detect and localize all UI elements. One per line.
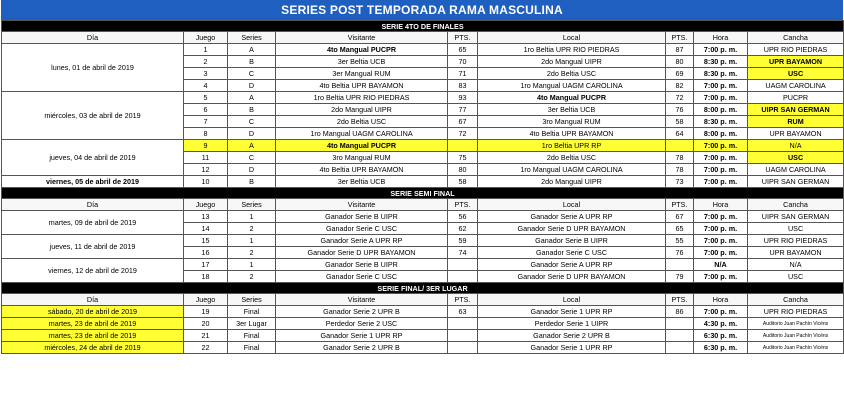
series-cell: B: [228, 104, 276, 116]
visitor-team: Ganador Serie B UIPR: [276, 259, 448, 271]
table-row: [2, 318, 844, 330]
court-cell: Auditorio Juan Pachín Vicéns: [748, 342, 844, 354]
visitor-points: 58: [448, 176, 478, 188]
home-team: Ganador Serie 1 UPR RP: [478, 342, 666, 354]
visitor-team: 2do Mangual UIPR: [276, 104, 448, 116]
home-team: Ganador Serie A UPR RP: [478, 259, 666, 271]
visitor-points: 62: [448, 223, 478, 235]
table-row: [2, 92, 844, 104]
visitor-points: 75: [448, 152, 478, 164]
game-number: 6: [184, 104, 228, 116]
court-cell: UPR BAYAMON: [748, 56, 844, 68]
section-header: [2, 283, 844, 294]
court-cell: USC: [748, 223, 844, 235]
game-time: 8:30 p. m.: [694, 116, 748, 128]
game-time: N/A: [694, 259, 748, 271]
schedule-table: [1, 20, 844, 354]
home-points: 72: [666, 92, 694, 104]
game-time: 6:30 p. m.: [694, 330, 748, 342]
series-cell: B: [228, 56, 276, 68]
home-points: 86: [666, 306, 694, 318]
visitor-points: [448, 140, 478, 152]
table-row: [2, 330, 844, 342]
series-cell: 1: [228, 235, 276, 247]
visitor-team: Ganador Serie D UPR BAYAMON: [276, 247, 448, 259]
column-header: Hora: [694, 199, 748, 211]
home-team: Ganador Serie 2 UPR B: [478, 330, 666, 342]
column-header: Visitante: [276, 32, 448, 44]
column-header: Día: [2, 199, 184, 211]
series-cell: D: [228, 164, 276, 176]
section-header: [2, 21, 844, 32]
table-row: [2, 259, 844, 271]
visitor-team: 3er Beltia UCB: [276, 176, 448, 188]
column-header: PTS.: [666, 199, 694, 211]
column-header: Hora: [694, 294, 748, 306]
home-points: 82: [666, 80, 694, 92]
home-team: Ganador Serie D UPR BAYAMON: [478, 223, 666, 235]
section-title: SERIE FINAL/ 3ER LUGAR: [2, 283, 844, 294]
home-points: [666, 330, 694, 342]
home-team: Perdedor Serie 1 UIPR: [478, 318, 666, 330]
court-cell: USC: [748, 68, 844, 80]
home-points: 55: [666, 235, 694, 247]
home-team: 2do Beltia USC: [478, 152, 666, 164]
section-title: SERIE 4TO DE FINALES: [2, 21, 844, 32]
visitor-points: 71: [448, 68, 478, 80]
visitor-team: Ganador Serie C USC: [276, 271, 448, 283]
court-cell: Auditorio Juan Pachín Vicéns: [748, 318, 844, 330]
game-number: 1: [184, 44, 228, 56]
game-time: 7:00 p. m.: [694, 235, 748, 247]
game-time: 6:30 p. m.: [694, 342, 748, 354]
column-header: Cancha: [748, 32, 844, 44]
visitor-team: 4to Mangual PUCPR: [276, 44, 448, 56]
visitor-team: Ganador Serie C USC: [276, 223, 448, 235]
home-points: 80: [666, 56, 694, 68]
court-cell: PUCPR: [748, 92, 844, 104]
game-time: 7:00 p. m.: [694, 247, 748, 259]
visitor-points: 72: [448, 128, 478, 140]
series-cell: D: [228, 128, 276, 140]
series-cell: Final: [228, 330, 276, 342]
game-number: 10: [184, 176, 228, 188]
court-cell: UIPR SAN GERMAN: [748, 211, 844, 223]
home-team: 3er Beltia UCB: [478, 104, 666, 116]
visitor-team: 1ro Beltia UPR RIO PIEDRAS: [276, 92, 448, 104]
series-cell: B: [228, 176, 276, 188]
game-time: 7:00 p. m.: [694, 164, 748, 176]
day-cell: jueves, 11 de abril de 2019: [2, 235, 184, 259]
visitor-points: 74: [448, 247, 478, 259]
home-points: 64: [666, 128, 694, 140]
day-cell: martes, 23 de abril de 2019: [2, 318, 184, 330]
visitor-team: Ganador Serie 1 UPR RP: [276, 330, 448, 342]
series-cell: C: [228, 68, 276, 80]
schedule-sheet: [1, 0, 843, 354]
column-header: Visitante: [276, 294, 448, 306]
game-time: 7:00 p. m.: [694, 306, 748, 318]
game-number: 2: [184, 56, 228, 68]
home-team: 3ro Mangual RUM: [478, 116, 666, 128]
day-cell: martes, 09 de abril de 2019: [2, 211, 184, 235]
court-cell: RUM: [748, 116, 844, 128]
home-team: 1ro Mangual UAGM CAROLINA: [478, 80, 666, 92]
table-row: [2, 176, 844, 188]
visitor-team: 4to Beltia UPR BAYAMON: [276, 164, 448, 176]
series-cell: 2: [228, 271, 276, 283]
home-team: Ganador Serie 1 UPR RP: [478, 306, 666, 318]
visitor-points: 80: [448, 164, 478, 176]
column-header: PTS.: [666, 32, 694, 44]
court-cell: N/A: [748, 140, 844, 152]
court-cell: UPR BAYAMON: [748, 247, 844, 259]
visitor-points: 65: [448, 44, 478, 56]
home-points: 67: [666, 211, 694, 223]
home-points: 73: [666, 176, 694, 188]
home-team: 1ro Mangual UAGM CAROLINA: [478, 164, 666, 176]
series-cell: A: [228, 44, 276, 56]
page-title: SERIES POST TEMPORADA RAMA MASCULINA: [1, 0, 843, 20]
home-points: 87: [666, 44, 694, 56]
series-cell: 2: [228, 223, 276, 235]
column-header: Visitante: [276, 199, 448, 211]
game-number: 18: [184, 271, 228, 283]
column-header: PTS.: [448, 32, 478, 44]
visitor-points: 67: [448, 116, 478, 128]
home-team: 4to Mangual PUCPR: [478, 92, 666, 104]
table-row: [2, 44, 844, 56]
visitor-team: 4to Mangual PUCPR: [276, 140, 448, 152]
game-time: 7:00 p. m.: [694, 271, 748, 283]
game-time: 7:00 p. m.: [694, 80, 748, 92]
column-header: PTS.: [666, 294, 694, 306]
day-cell: miércoles, 24 de abril de 2019: [2, 342, 184, 354]
series-cell: 1: [228, 211, 276, 223]
visitor-team: Perdedor Serie 2 USC: [276, 318, 448, 330]
court-cell: Auditorio Juan Pachín Vicéns: [748, 330, 844, 342]
visitor-points: 63: [448, 306, 478, 318]
column-header: Juego: [184, 294, 228, 306]
visitor-team: 1ro Mangual UAGM CAROLINA: [276, 128, 448, 140]
column-header: Series: [228, 199, 276, 211]
visitor-points: 93: [448, 92, 478, 104]
game-time: 8:00 p. m.: [694, 104, 748, 116]
home-team: Ganador Serie A UPR RP: [478, 211, 666, 223]
game-time: 7:00 p. m.: [694, 223, 748, 235]
game-number: 4: [184, 80, 228, 92]
day-cell: jueves, 04 de abril de 2019: [2, 140, 184, 176]
visitor-points: [448, 342, 478, 354]
game-number: 13: [184, 211, 228, 223]
game-time: 8:00 p. m.: [694, 128, 748, 140]
column-header: Juego: [184, 32, 228, 44]
home-team: 4to Beltia UPR BAYAMON: [478, 128, 666, 140]
game-time: 7:00 p. m.: [694, 152, 748, 164]
series-cell: C: [228, 116, 276, 128]
home-points: 79: [666, 271, 694, 283]
home-team: Ganador Serie D UPR BAYAMON: [478, 271, 666, 283]
schedule-body: [2, 21, 844, 354]
home-team: 2do Mangual UIPR: [478, 56, 666, 68]
game-number: 9: [184, 140, 228, 152]
visitor-points: [448, 330, 478, 342]
game-number: 8: [184, 128, 228, 140]
home-points: 76: [666, 247, 694, 259]
home-team: Ganador Serie C USC: [478, 247, 666, 259]
game-number: 20: [184, 318, 228, 330]
column-header: Día: [2, 32, 184, 44]
series-cell: 3er Lugar: [228, 318, 276, 330]
column-header: Día: [2, 294, 184, 306]
game-number: 11: [184, 152, 228, 164]
game-time: 7:00 p. m.: [694, 176, 748, 188]
visitor-team: 4to Beltia UPR BAYAMON: [276, 80, 448, 92]
column-header: PTS.: [448, 294, 478, 306]
column-header: Juego: [184, 199, 228, 211]
column-header: Local: [478, 199, 666, 211]
visitor-points: 70: [448, 56, 478, 68]
game-time: 4:30 p. m.: [694, 318, 748, 330]
column-header: PTS.: [448, 199, 478, 211]
series-cell: Final: [228, 306, 276, 318]
court-cell: UPR RIO PIEDRAS: [748, 235, 844, 247]
section-header: [2, 188, 844, 199]
visitor-points: [448, 318, 478, 330]
visitor-team: Ganador Serie A UPR RP: [276, 235, 448, 247]
home-points: [666, 342, 694, 354]
home-points: 78: [666, 164, 694, 176]
game-number: 15: [184, 235, 228, 247]
column-header-row: [2, 32, 844, 44]
home-points: 76: [666, 104, 694, 116]
home-points: 58: [666, 116, 694, 128]
column-header: Cancha: [748, 199, 844, 211]
home-points: 69: [666, 68, 694, 80]
game-number: 3: [184, 68, 228, 80]
visitor-points: 59: [448, 235, 478, 247]
series-cell: C: [228, 152, 276, 164]
visitor-points: [448, 259, 478, 271]
court-cell: UPR RIO PIEDRAS: [748, 44, 844, 56]
column-header: Hora: [694, 32, 748, 44]
column-header: Series: [228, 294, 276, 306]
visitor-team: Ganador Serie 2 UPR B: [276, 342, 448, 354]
game-time: 7:00 p. m.: [694, 92, 748, 104]
series-cell: A: [228, 92, 276, 104]
home-points: [666, 259, 694, 271]
game-number: 14: [184, 223, 228, 235]
day-cell: miércoles, 03 de abril de 2019: [2, 92, 184, 140]
visitor-team: 3er Beltia UCB: [276, 56, 448, 68]
game-number: 12: [184, 164, 228, 176]
table-row: [2, 140, 844, 152]
game-number: 5: [184, 92, 228, 104]
table-row: [2, 211, 844, 223]
column-header-row: [2, 199, 844, 211]
series-cell: Final: [228, 342, 276, 354]
day-cell: martes, 23 de abril de 2019: [2, 330, 184, 342]
series-cell: D: [228, 80, 276, 92]
day-cell: sábado, 20 de abril de 2019: [2, 306, 184, 318]
court-cell: UIPR SAN GERMAN: [748, 176, 844, 188]
game-number: 19: [184, 306, 228, 318]
visitor-team: Ganador Serie B UIPR: [276, 211, 448, 223]
visitor-team: Ganador Serie 2 UPR B: [276, 306, 448, 318]
court-cell: UPR BAYAMON: [748, 128, 844, 140]
column-header: Cancha: [748, 294, 844, 306]
home-points: [666, 318, 694, 330]
game-number: 22: [184, 342, 228, 354]
game-number: 7: [184, 116, 228, 128]
game-time: 8:30 p. m.: [694, 68, 748, 80]
day-cell: viernes, 05 de abril de 2019: [2, 176, 184, 188]
visitor-team: 2do Beltia USC: [276, 116, 448, 128]
column-header: Local: [478, 294, 666, 306]
visitor-points: 56: [448, 211, 478, 223]
table-row: [2, 235, 844, 247]
home-team: Ganador Serie B UIPR: [478, 235, 666, 247]
visitor-points: 83: [448, 80, 478, 92]
court-cell: UAGM CAROLINA: [748, 80, 844, 92]
game-time: 7:00 p. m.: [694, 44, 748, 56]
court-cell: UAGM CAROLINA: [748, 164, 844, 176]
visitor-points: [448, 271, 478, 283]
table-row: [2, 342, 844, 354]
visitor-team: 3ro Mangual RUM: [276, 152, 448, 164]
series-cell: 1: [228, 259, 276, 271]
table-row: [2, 306, 844, 318]
day-cell: viernes, 12 de abril de 2019: [2, 259, 184, 283]
column-header: Local: [478, 32, 666, 44]
game-time: 7:00 p. m.: [694, 211, 748, 223]
home-points: 78: [666, 152, 694, 164]
visitor-team: 3er Mangual RUM: [276, 68, 448, 80]
game-time: 7:00 p. m.: [694, 140, 748, 152]
column-header-row: [2, 294, 844, 306]
visitor-points: 77: [448, 104, 478, 116]
home-team: 1ro Beltia UPR RP: [478, 140, 666, 152]
section-title: SERIE SEMI FINAL: [2, 188, 844, 199]
series-cell: A: [228, 140, 276, 152]
home-team: 1ro Beltia UPR RIO PIEDRAS: [478, 44, 666, 56]
game-number: 17: [184, 259, 228, 271]
game-number: 16: [184, 247, 228, 259]
home-team: 2do Mangual UIPR: [478, 176, 666, 188]
column-header: Series: [228, 32, 276, 44]
court-cell: N/A: [748, 259, 844, 271]
court-cell: UPR RIO PIEDRAS: [748, 306, 844, 318]
game-number: 21: [184, 330, 228, 342]
home-points: 65: [666, 223, 694, 235]
home-points: [666, 140, 694, 152]
home-team: 2do Beltia USC: [478, 68, 666, 80]
day-cell: lunes, 01 de abril de 2019: [2, 44, 184, 92]
court-cell: USC: [748, 152, 844, 164]
court-cell: UIPR SAN GERMAN: [748, 104, 844, 116]
game-time: 8:30 p. m.: [694, 56, 748, 68]
series-cell: 2: [228, 247, 276, 259]
court-cell: USC: [748, 271, 844, 283]
